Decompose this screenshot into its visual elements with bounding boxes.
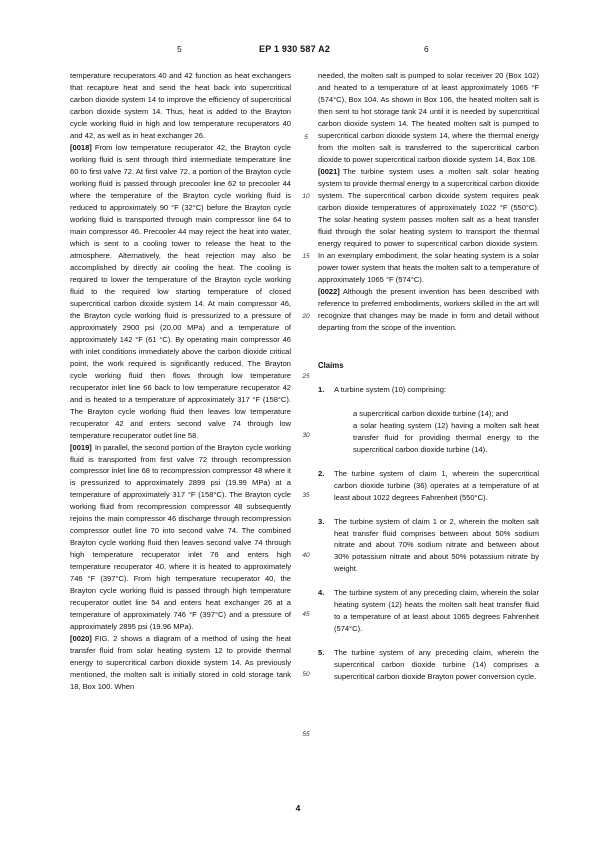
publication-number: EP 1 930 587 A2 [259, 44, 331, 54]
claims-heading: Claims [318, 360, 344, 370]
paragraph-number: [0021] [318, 166, 340, 176]
paragraph-number: [0022] [318, 286, 340, 296]
paragraph-0020 [70, 633, 291, 693]
claim-1 [318, 384, 539, 456]
page-number-right: 6 [424, 44, 429, 54]
claim-element-text: a supercritical carbon dioxide turbine (14); and [353, 408, 509, 418]
claim-number: 2. [318, 468, 325, 478]
line-number: 20 [302, 313, 310, 320]
claim-text: The turbine system of any preceding claim, wherein the solar heating system (12) heats the molten salt heat transfer fluid to a temperature of at least about 1065 degrees Fahrenheit (574°C). [334, 588, 539, 634]
claim-text: A turbine system (10) comprising: [334, 384, 446, 394]
line-number: 45 [302, 611, 310, 618]
line-number: 10 [302, 193, 310, 200]
line-number: 40 [302, 552, 310, 559]
claim-2 [318, 468, 539, 504]
line-number: 50 [302, 671, 310, 678]
paragraph-0021 [318, 166, 539, 286]
claim-5 [318, 647, 539, 683]
claim-number: 1. [318, 384, 325, 394]
page-number-left: 5 [177, 44, 182, 54]
paragraph-number: [0020] [70, 634, 92, 644]
paragraph-text: In parallel, the second portion of the Brayton cycle working fluid is transported from first valve 72 through recompression compressor inlet line 68 to recompression compressor 48 where it is pressurized to approximately 2899 psi (19.99 MPa) at a temperature of approximately 317 °F (158°C). The Brayton cycle working fluid from recompression compressor 48 subsequently rejoins the main compressor 46 discharge through recompression compressor outlet line 70 into second valve 74. The combined Brayton cycle working fluid then leaves second valve 74 through high temperature recuperator inlet 76 and enters high temperature recuperator 40, where it is heated to approximately 746 °F (397°C). From high temperature recuperator 40, the Brayton cycle working fluid is passed through high temperature recuperator outlet line 54 and enters heat exchanger 26 at a temperature of approximately 746 °F (397°C) and a pressure of approximately 2895 psi (19.96 MPa). [70, 442, 291, 632]
claim-number: 3. [318, 516, 325, 526]
line-number: 25 [302, 373, 310, 380]
paragraph-0022 [318, 286, 539, 334]
claim-text: The turbine system of any preceding claim, wherein the supercritical carbon dioxide turbine (14) comprises a supercritical carbon dioxide Brayton power conversion cycle. [334, 648, 539, 682]
paragraph-continued: needed, the molten salt is pumped to solar receiver 20 (Box 102) and heated to a temperature of at least approximately 1065 °F (574°C), Box 104. As shown in Box 106, the heated molten salt is then sent to hot storage tank 24 until it is needed by supercritical carbon dioxide system 14. The heated molten salt is pumped to supercritical carbon dioxide system 14, where the thermal energy from the molten salt is transferred to the supercritical carbon dioxide to power supercritical carbon dioxide system 14, Box 108. [318, 71, 539, 164]
paragraph-number: [0018] [70, 142, 92, 152]
claim-3 [318, 516, 539, 576]
line-number: 55 [302, 731, 310, 738]
claim-4 [318, 587, 539, 635]
paragraph-0019 [70, 442, 291, 634]
paragraph-text: The turbine system uses a molten salt solar heating system to provide thermal energy to a supercritical carbon dioxide system. The supercritical carbon dioxide system requires peak carbon dioxide temperatures of approximately 1022 °F (550°C). The solar heating system passes molten salt as a heat transfer fluid through the solar heating system to transport the thermal energy required to power to supercritical carbon dioxide system. In an exemplary embodiment, the solar heating system is a solar power tower system that heats the molten salt to a temperature of approximately 1065 °F (574°C). [318, 166, 539, 284]
paragraph-0018 [70, 142, 291, 442]
paragraph-number: [0019] [70, 442, 92, 452]
line-number: 5 [304, 134, 308, 141]
claim-element-text: a solar heating system (12) having a molten salt heat transfer fluid for providing thermal energy to the supercritical carbon dioxide turbine (14). [353, 420, 539, 454]
page-footer-number: 4 [295, 803, 301, 813]
paragraph-text: FIG. 2 shows a diagram of a method of using the heat transfer fluid from solar heating system 12 to provide thermal energy to supercritical carbon dioxide system 14. As previously mentioned, the molten salt is initially stored in cold storage tank 18, Box 100. When [70, 634, 291, 692]
line-number: 30 [302, 432, 310, 439]
left-column [70, 70, 291, 693]
line-number: 15 [302, 253, 310, 260]
line-number: 35 [302, 492, 310, 499]
paragraph-continued: temperature recuperators 40 and 42 function as heat exchangers that recapture heat and send the heat back into supercritical carbon dioxide system 14 to improve the efficiency of supercritical carbon dioxide system 14. Thus, heat is added to the Brayton cycle working fluid in high and low temperature recuperators 40 and 42, as well as in heat exchanger 26. [70, 71, 291, 140]
paragraph-text: From low temperature recuperator 42, the Brayton cycle working fluid is sent through third intermediate temperature line 60 to first valve 72. At first valve 72, a portion of the Brayton cycle working fluid is passed through precooler line 62 to precooler 44 where the temperature of the Brayton cycle working fluid is reduced to approximately 90 °F (32°C) before the Brayton cycle working fluid is transported through main compressor line 64 to main compressor 46. Precooler 44 may reject the heat into water, which is sent to a cooling tower to release the heat to the atmosphere. Alternatively, the heat rejection may also be accomplished by directly air cooling the heat. The cooling is required to lower the temperature of the Brayton cycle working fluid to the required low starting temperature of closed supercritical carbon dioxide system 14. At main compressor 46, the Brayton cycle working fluid is pressurized to a pressure of approximately 2900 psi (20.00 MPa) and a temperature of approximately 142 °F (61 °C). By operating main compressor 46 with inlet conditions immediately above the carbon dioxide critical point, the work required is significantly reduced. The Brayton cycle working fluid then flows through low temperature recuperator inlet line 66 back to low temperature recuperator 42 and is heated to a temperature of approximately 317 °F (158°C). The Brayton cycle working fluid then leaves low temperature recuperator 42 and enters second valve 74 through low temperature recuperator outlet line 58. [70, 142, 291, 440]
claim-element [334, 408, 539, 456]
claim-number: 5. [318, 648, 325, 658]
paragraph-text: Although the present invention has been described with reference to preferred embodiments, workers skilled in the art will recognize that changes may be made in form and detail without departing from the scope of the invention. [318, 286, 539, 332]
claim-text: The turbine system of claim 1 or 2, wherein the molten salt heat transfer fluid comprises between about 50% sodium nitrate and about 70% sodium nitrate and between about 30% potassium nitrate and about 50% potassium nitrate by weight. [334, 516, 539, 574]
claim-number: 4. [318, 588, 325, 598]
claim-text: The turbine system of claim 1, wherein the supercritical carbon dioxide turbine (36) operates at a temperature of at least about 1022 degrees Fahrenheit (550°C). [334, 468, 539, 502]
right-column [318, 70, 539, 695]
